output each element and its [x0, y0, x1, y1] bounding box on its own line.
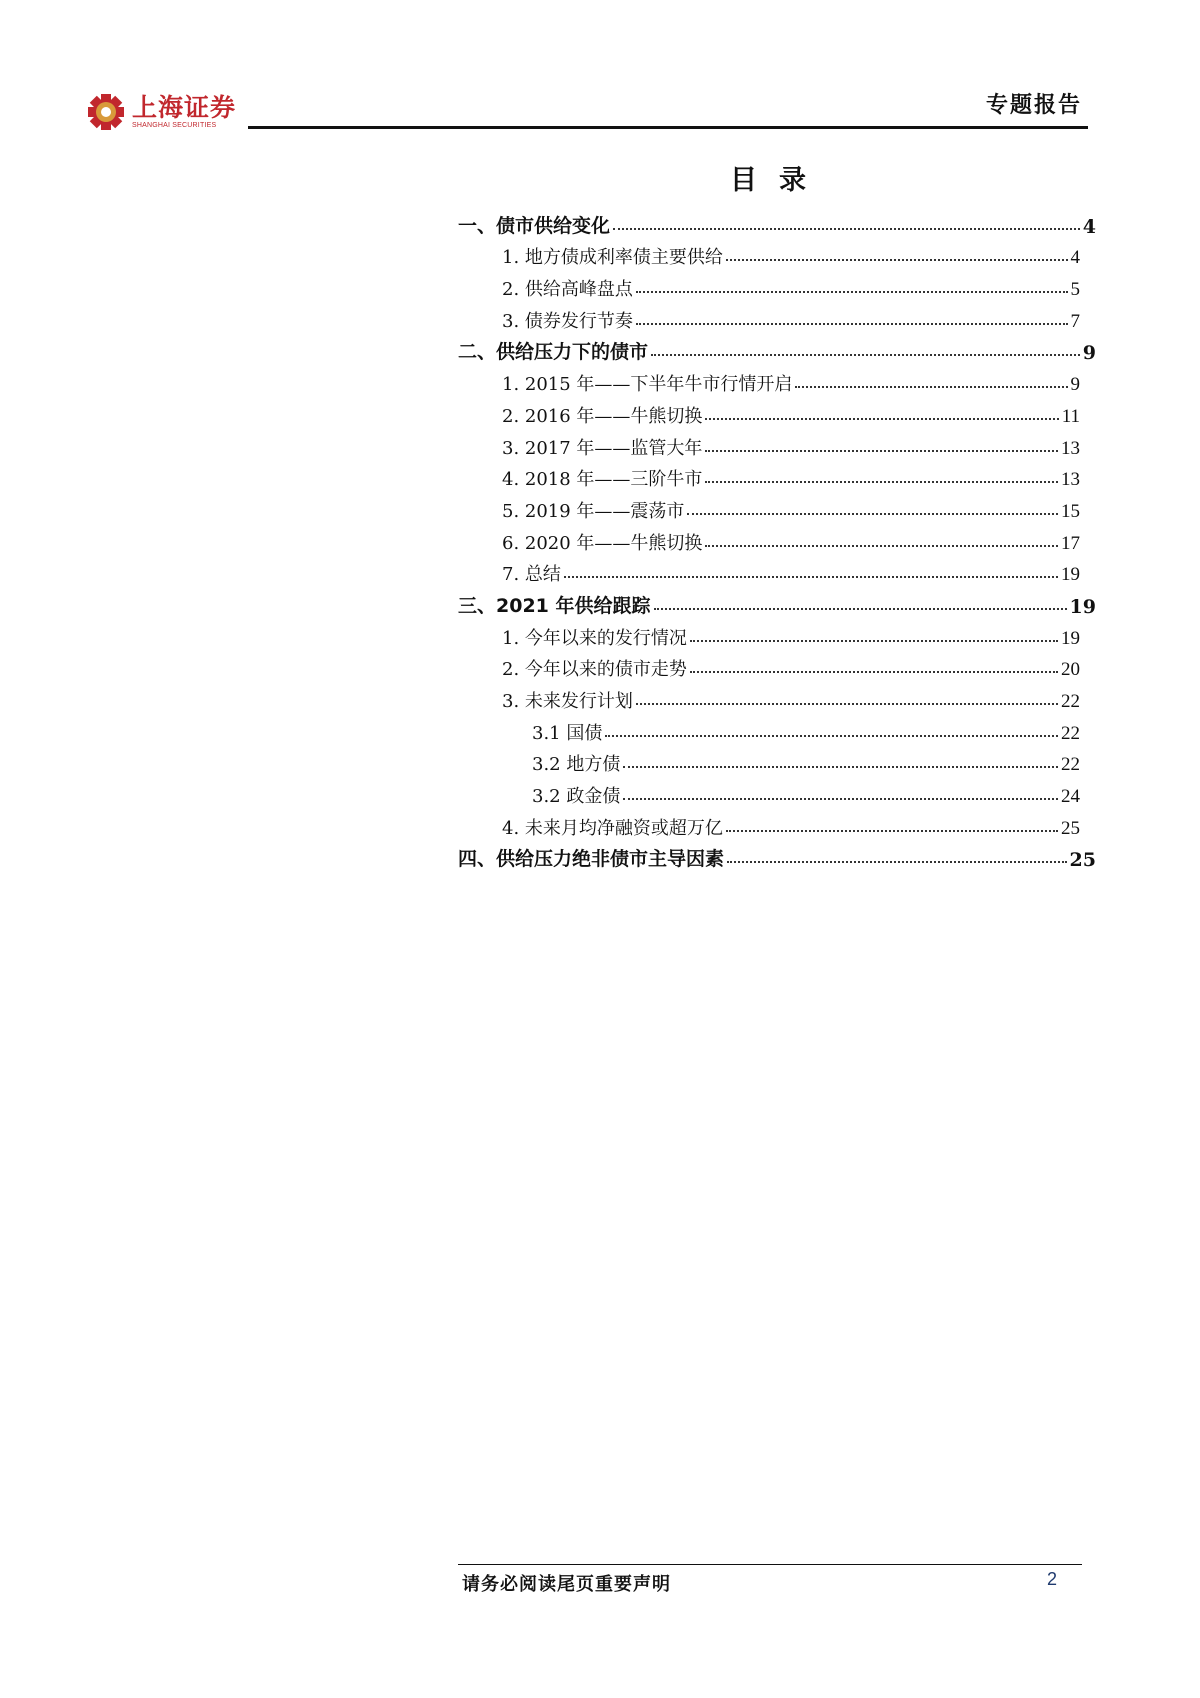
toc-entry[interactable] [458, 745, 1080, 777]
logo-english-name: SHANGHAI SECURITIES [132, 122, 217, 129]
toc-entry-label: 2. 供给高峰盘点 [502, 279, 633, 301]
toc-entry-page: 25 [1061, 817, 1080, 839]
toc-entry-page: 11 [1061, 405, 1080, 427]
toc-entry[interactable] [458, 586, 1096, 618]
toc-entry-label: 2. 今年以来的债市走势 [502, 659, 687, 681]
toc-leader-dots [654, 608, 1067, 610]
toc-entry-page: 19 [1061, 564, 1080, 586]
toc-entry[interactable] [458, 808, 1080, 840]
toc-leader-dots [726, 830, 1058, 832]
toc-leader-dots [726, 259, 1068, 261]
toc-entry-page: 24 [1061, 786, 1080, 808]
toc-entry-page: 20 [1061, 659, 1080, 681]
page-number: 2 [1047, 1569, 1058, 1589]
footer-divider [458, 1564, 1082, 1565]
toc-entry[interactable] [458, 523, 1080, 555]
company-logo [86, 92, 236, 132]
toc-entry-label: 3.2 政金债 [532, 786, 621, 808]
toc-entry[interactable] [458, 206, 1096, 238]
toc-entry[interactable] [458, 460, 1080, 492]
toc-entry[interactable] [458, 618, 1080, 650]
toc-leader-dots [613, 228, 1080, 230]
toc-entry[interactable] [458, 396, 1080, 428]
toc-entry[interactable] [458, 301, 1080, 333]
toc-entry-label: 1. 地方债成利率债主要供给 [502, 247, 723, 269]
logo-chinese-name: 上海证券 [132, 93, 237, 122]
toc-entry-page: 7 [1070, 310, 1080, 332]
toc-entry-label: 3. 未来发行计划 [502, 691, 633, 712]
toc-leader-dots [605, 735, 1058, 737]
toc-entry-label: 3. 债券发行节奏 [502, 310, 633, 332]
toc-leader-dots [727, 861, 1067, 863]
report-type-label: 专题报告 [985, 92, 1082, 118]
toc-entry-label: 6. 2020 年——牛熊切换 [502, 532, 703, 554]
toc-entry-page: 15 [1061, 500, 1080, 522]
toc-leader-dots [651, 354, 1080, 356]
toc-leader-dots [687, 513, 1058, 515]
toc-entry-page: 13 [1061, 469, 1080, 491]
toc-entry[interactable] [458, 681, 1080, 713]
toc-leader-dots [636, 323, 1068, 325]
toc-entry[interactable] [458, 776, 1080, 808]
toc-entry-page: 13 [1061, 437, 1080, 459]
toc-entry[interactable] [458, 428, 1080, 460]
table-of-contents [458, 206, 1096, 871]
toc-leader-dots [690, 671, 1058, 673]
toc-entry-label: 1. 今年以来的发行情况 [502, 627, 687, 649]
toc-leader-dots [623, 798, 1058, 800]
toc-entry-label: 3.1 国债 [532, 722, 603, 744]
toc-entry-label: 三、2021 年供给跟踪 [458, 594, 651, 617]
toc-entry-label: 3.2 地方债 [532, 754, 621, 776]
toc-leader-dots [623, 766, 1058, 768]
toc-leader-dots [690, 640, 1058, 642]
toc-entry-page: 4 [1070, 247, 1080, 269]
toc-entry[interactable] [458, 269, 1080, 301]
toc-entry[interactable] [458, 491, 1080, 523]
toc-entry[interactable] [458, 713, 1080, 745]
toc-title: 目录 [730, 165, 828, 196]
toc-leader-dots [795, 386, 1067, 388]
toc-entry-label: 5. 2019 年——震荡市 [502, 500, 685, 522]
toc-entry-label: 4. 未来月均净融资或超万亿 [502, 817, 723, 839]
toc-entry-page: 22 [1061, 754, 1080, 776]
toc-leader-dots [564, 576, 1058, 578]
disclaimer-note: 请务必阅读尾页重要声明 [462, 1574, 671, 1595]
toc-entry-page: 22 [1061, 691, 1080, 712]
toc-entry-page: 9 [1082, 342, 1096, 365]
toc-leader-dots [705, 481, 1058, 483]
toc-entry[interactable] [458, 364, 1080, 396]
toc-entry-label: 4. 2018 年——三阶牛市 [502, 469, 703, 491]
toc-leader-dots [636, 291, 1068, 293]
toc-entry[interactable] [458, 840, 1096, 872]
toc-entry-page: 5 [1070, 279, 1080, 301]
toc-entry[interactable] [458, 650, 1080, 682]
toc-entry[interactable] [458, 238, 1080, 270]
toc-entry-page: 4 [1082, 215, 1096, 238]
toc-entry-page: 19 [1069, 595, 1096, 618]
toc-entry-label: 四、供给压力绝非债市主导因素 [458, 848, 725, 871]
toc-entry-page: 22 [1061, 722, 1080, 744]
toc-entry[interactable] [458, 333, 1096, 365]
toc-entry-label: 7. 总结 [502, 564, 561, 586]
toc-leader-dots [705, 418, 1058, 420]
toc-entry-label: 3. 2017 年——监管大年 [502, 437, 703, 459]
toc-leader-dots [705, 545, 1058, 547]
toc-entry-label: 一、债市供给变化 [458, 214, 611, 237]
toc-entry-label: 1. 2015 年——下半年牛市行情开启 [502, 374, 793, 396]
toc-entry-label: 2. 2016 年——牛熊切换 [502, 405, 703, 427]
toc-entry-page: 9 [1070, 374, 1080, 396]
toc-leader-dots [636, 703, 1058, 705]
header-divider [248, 126, 1088, 129]
toc-entry[interactable] [458, 555, 1080, 587]
toc-leader-dots [705, 450, 1058, 452]
toc-entry-page: 17 [1061, 532, 1080, 554]
logo-emblem-icon [86, 92, 126, 132]
toc-entry-page: 25 [1069, 849, 1096, 872]
toc-entry-page: 19 [1061, 627, 1080, 649]
toc-entry-label: 二、供给压力下的债市 [458, 341, 649, 364]
